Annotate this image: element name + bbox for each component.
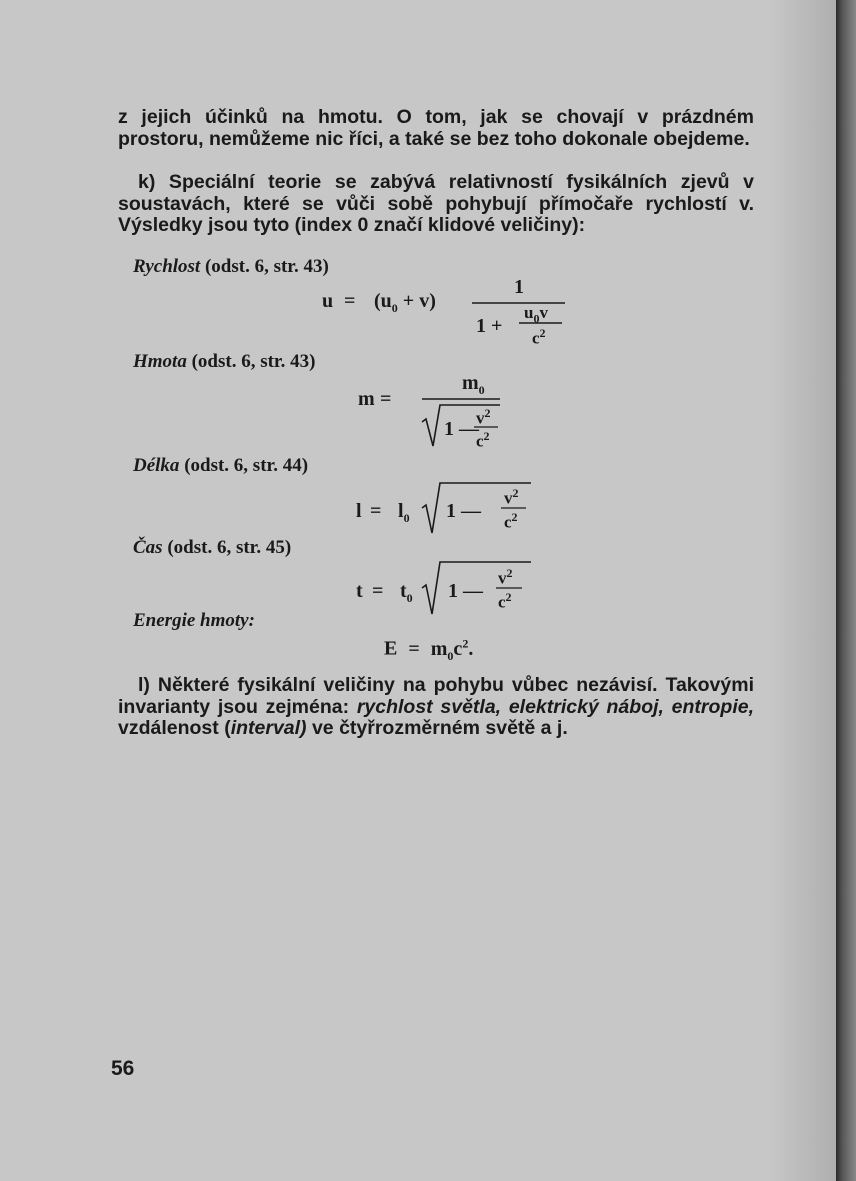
mass-v2: $v^2$ (476, 406, 491, 428)
time-t0: $t_0$ (400, 580, 413, 605)
mass-one-minus: 1 — (444, 418, 479, 440)
label-rychlost-title: Rychlost (133, 256, 201, 277)
mass-lhs: m (358, 388, 375, 410)
label-cas (133, 537, 291, 559)
label-hmota-title: Hmota (133, 351, 187, 372)
time-lhs: t (356, 580, 363, 602)
velocity-numerator: 1 (514, 276, 524, 298)
length-lhs: l (356, 500, 362, 522)
paragraph-k: k) Speciální teorie se zabývá relativností fysikálních zjevů v soustavách, které se vůči sobě pohybují přímočaře rychlostí v. Výsledky jsou tyto (index 0 značí klidové veličiny): (118, 171, 754, 237)
energy-eq: = (408, 637, 420, 660)
length-c2: $c^2$ (504, 510, 518, 532)
formula-energy (384, 636, 524, 662)
invariants-emphasis-2: interval) (230, 717, 307, 740)
length-one-minus: 1 — (446, 500, 481, 522)
length-l0: $l_0$ (398, 500, 410, 525)
mass-c2: $c^2$ (476, 429, 490, 451)
length-eq: = (370, 500, 382, 522)
velocity-inner-num: $u_0v$ (524, 303, 548, 326)
label-cas-title: Čas (133, 537, 163, 558)
formula-time (356, 558, 536, 620)
time-eq: = (372, 580, 384, 602)
label-hmota (133, 351, 315, 373)
page-number: 56 (111, 1057, 135, 1080)
length-v2: $v^2$ (504, 486, 519, 508)
label-rychlost-ref: (odst. 6, str. 43) (204, 256, 329, 277)
velocity-lhs: u (322, 290, 334, 312)
label-delka-ref: (odst. 6, str. 44) (184, 455, 309, 476)
label-cas-ref: (odst. 6, str. 45) (167, 537, 292, 558)
time-v2: $v^2$ (498, 566, 513, 588)
velocity-one-plus: 1 + (476, 315, 503, 337)
formula-mass (358, 372, 518, 456)
paragraph-l: l) Některé fysikální veličiny na pohybu vůbec nezávisí. Takovými invarianty jsou zejména: rychlost světla, elektrický náboj, entropie, vzdálenost (interval) ve čtyřrozměrném světě a j. (118, 674, 754, 740)
label-delka-title: Délka (133, 455, 180, 476)
mass-eq: = (380, 388, 392, 410)
time-c2: $c^2$ (498, 590, 512, 612)
formula-length (356, 478, 536, 538)
book-spine-shadow (836, 0, 856, 1181)
invariants-emphasis-1: rychlost světla, elektrický náboj, entropie, (356, 695, 754, 718)
label-rychlost (133, 256, 329, 278)
velocity-eq: = (344, 290, 356, 312)
label-hmota-ref: (odst. 6, str. 43) (191, 351, 316, 372)
formula-velocity (322, 278, 582, 348)
label-energie-title: Energie hmoty: (133, 610, 255, 631)
energy-rhs: $m_0c^2$. (430, 636, 474, 663)
energy-lhs: E (384, 637, 398, 660)
velocity-paren: $(u_0 + v)$ (374, 290, 436, 315)
time-one-minus: 1 — (448, 580, 483, 602)
label-delka (133, 455, 308, 477)
mass-numerator: $m_0$ (462, 372, 485, 397)
velocity-inner-den: $c^2$ (532, 326, 546, 348)
mass-fraction-and-root (358, 372, 518, 456)
label-energie (133, 610, 255, 632)
paragraph-1: z jejich účinků na hmotu. O tom, jak se chovají v prázdném prostoru, nemůžeme nic říci, a také se bez toho dokonale obejdeme. (118, 106, 754, 150)
